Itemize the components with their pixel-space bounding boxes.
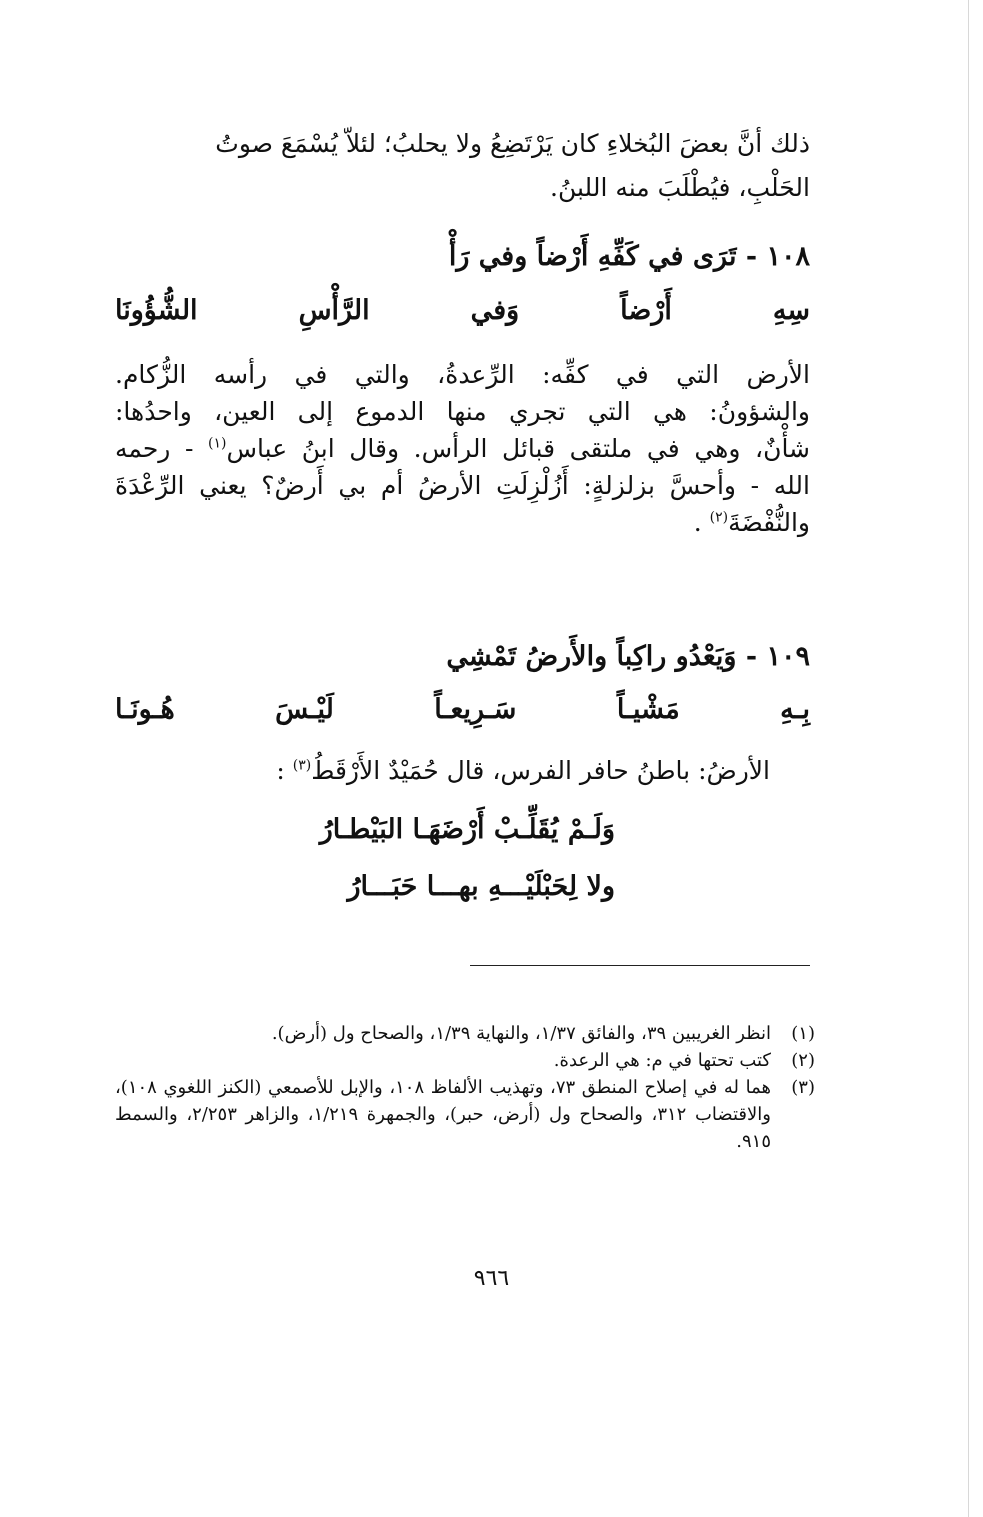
verse-108-second-hemistich: سِهِ أَرْضاً وَفي الرَّأْسِ الشُّؤُونَا: [115, 295, 810, 326]
intro-line-1: ذلك أنَّ بعضَ البُخلاءِ كان يَرْتَضِعُ ولا يحلبُ؛ لئلاّ يُسْمَعَ صوتُ: [215, 129, 810, 158]
footnote-1-text: انظر الغريبين ٣٩، والفائق ١/٣٧، والنهاية ١/٣٩، والصحاح ول (أرض).: [271, 1023, 771, 1044]
footnote-ref-1: (١): [208, 435, 227, 452]
verse-108-first-hemistich: ١٠٨ - تَرَى في كَفِّهِ أَرْضاً وفي رَأْ: [448, 241, 810, 272]
footnote-2-number: (٢): [791, 1050, 815, 1071]
footnotes: [115, 1020, 815, 1155]
commentary-108-line-3-text: شأْنٌ، وهي في ملتقى قبائل الرأس. وقال ابنُ عباس: [226, 434, 811, 463]
footnote-3-number: (٣): [791, 1077, 815, 1098]
footnote-ref-3: (٣): [292, 757, 312, 774]
verse-109-first-hemistich: ١٠٩ - وَيَعْدُو راكِباً والأَرضُ تَمْشِي: [446, 641, 810, 672]
footnote-1-number: (١): [791, 1023, 815, 1044]
commentary-108-line-2: والشؤونُ: هي التي تجري منها الدموع إلى العين، واحدُها:: [115, 397, 810, 426]
quoted-poem-line-2: ولا لِحَبْلَيْـــهِ بهـــا حَبَـــارُ: [347, 871, 615, 902]
intro-line-2: الحَلْبِ، فيُطْلَبَ منه اللبنُ.: [550, 173, 810, 202]
footnote-divider: [470, 965, 810, 966]
page-number: ٩٦٦: [473, 1266, 510, 1291]
verse-109-second-hemistich: بِـهِ مَشْيـاً سَـرِيعـاً لَيْـسَ هُـونَـا: [115, 694, 810, 725]
commentary-109-text: الأرضُ: باطنُ حافر الفرس، قال حُمَيْدٌ الأَرْقَطُ: [311, 756, 770, 785]
commentary-108-line-3-end: - رحمه: [115, 434, 194, 463]
footnote-2: [115, 1047, 815, 1074]
commentary-108-line-5-text: والنُّفْضَةَ: [728, 508, 810, 537]
commentary-108-line-5: [115, 504, 810, 541]
footnote-2-text: كتب تحتها في م: هي الرعدة.: [553, 1050, 771, 1071]
commentary-108-line-4: الله - وأحسَّ بزلزلةٍ: أَزُلْزِلَتِ الأرضُ أم بي أَرضٌ؟ يعني الرِّعْدَةَ: [115, 471, 810, 500]
footnote-3: [115, 1074, 815, 1155]
commentary-109-colon: :: [276, 756, 285, 785]
commentary-108: [115, 356, 810, 541]
footnote-ref-2: (٢): [709, 509, 729, 526]
commentary-108-line-3: [115, 430, 810, 467]
footnote-1: [115, 1020, 815, 1047]
intro-paragraph: [115, 122, 810, 210]
footnote-3-text: هما له في إصلاح المنطق ٧٣، وتهذيب الألفاظ ١٠٨، والإبل للأصمعي (الكنز اللغوي ١٠٨)، والاقتضاب ٣١٢، والصحاح ول (أرض، حبر)، والجمهرة ١/٢١٩، والزاهر ٢/٢٥٣، والسمط ٩١٥.: [115, 1077, 772, 1152]
quoted-poem-line-1: وَلَـمْ يُقَلِّـبْ أَرْضَهَـا البَيْطـارُ: [319, 814, 615, 845]
commentary-108-line-1: الأرض التي في كفِّه: الرِّعدةُ، والتي في رأسه الزُّكام.: [115, 360, 810, 389]
commentary-108-line-5-end: .: [693, 508, 702, 537]
commentary-109: [230, 752, 770, 789]
